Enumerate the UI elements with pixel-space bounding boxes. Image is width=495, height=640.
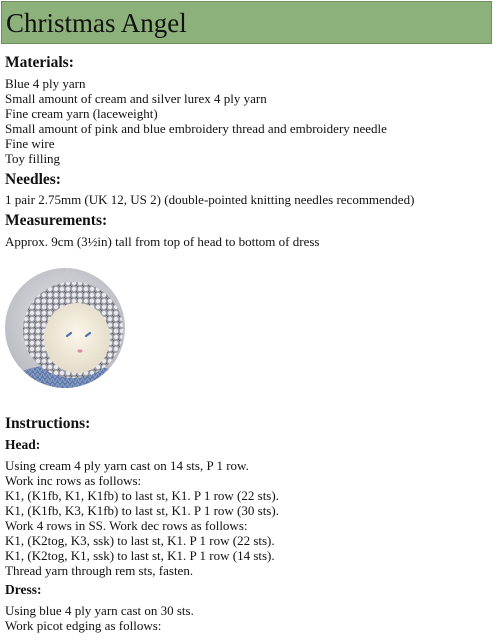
head-instruction-line: Work 4 rows in SS. Work dec rows as follows: [5,518,248,533]
measurements-heading: Measurements: [5,212,108,229]
material-item: Fine wire [5,136,55,151]
material-item: Small amount of cream and silver lurex 4 ply yarn [5,91,267,106]
head-subheading: Head: [5,437,41,452]
materials-heading: Materials: [5,54,74,71]
head-instruction-line: Using cream 4 ply yarn cast on 14 sts, P 1 row. [5,458,249,473]
dress-subheading: Dress: [5,582,42,597]
instructions-heading: Instructions: [5,415,91,432]
needles-heading: Needles: [5,171,61,188]
material-item: Fine cream yarn (laceweight) [5,106,158,121]
material-item: Small amount of pink and blue embroidery thread and embroidery needle [5,121,387,136]
head-instruction-line: K1, (K2tog, K3, ssk) to last st, K1. P 1 row (22 sts). [5,533,275,548]
page-title: Christmas Angel [6,8,187,38]
material-item: Toy filling [5,151,61,166]
head-instruction-line: Thread yarn through rem sts, fasten. [5,563,194,578]
dress-instruction-line: Work picot edging as follows: [5,618,162,633]
measurements-text: Approx. 9cm (3½in) tall from top of head to bottom of dress [5,234,320,249]
title-banner [1,1,492,44]
head-instruction-line: Work inc rows as follows: [5,473,142,488]
head-instruction-line: K1, (K2tog, K1, ssk) to last st, K1. P 1 row (14 sts). [5,548,275,563]
head-instruction-line: K1, (K1fb, K1, K1fb) to last st, K1. P 1 row (22 sts). [5,488,279,503]
material-item: Blue 4 ply yarn [5,76,86,91]
head-instruction-line: K1, (K1fb, K3, K1fb) to last st, K1. P 1 row (30 sts). [5,503,279,518]
dress-instruction-line: Using blue 4 ply yarn cast on 30 sts. [5,603,194,618]
needles-text: 1 pair 2.75mm (UK 12, US 2) (double-pointed knitting needles recommended) [5,192,415,207]
angel-photo [5,268,125,388]
